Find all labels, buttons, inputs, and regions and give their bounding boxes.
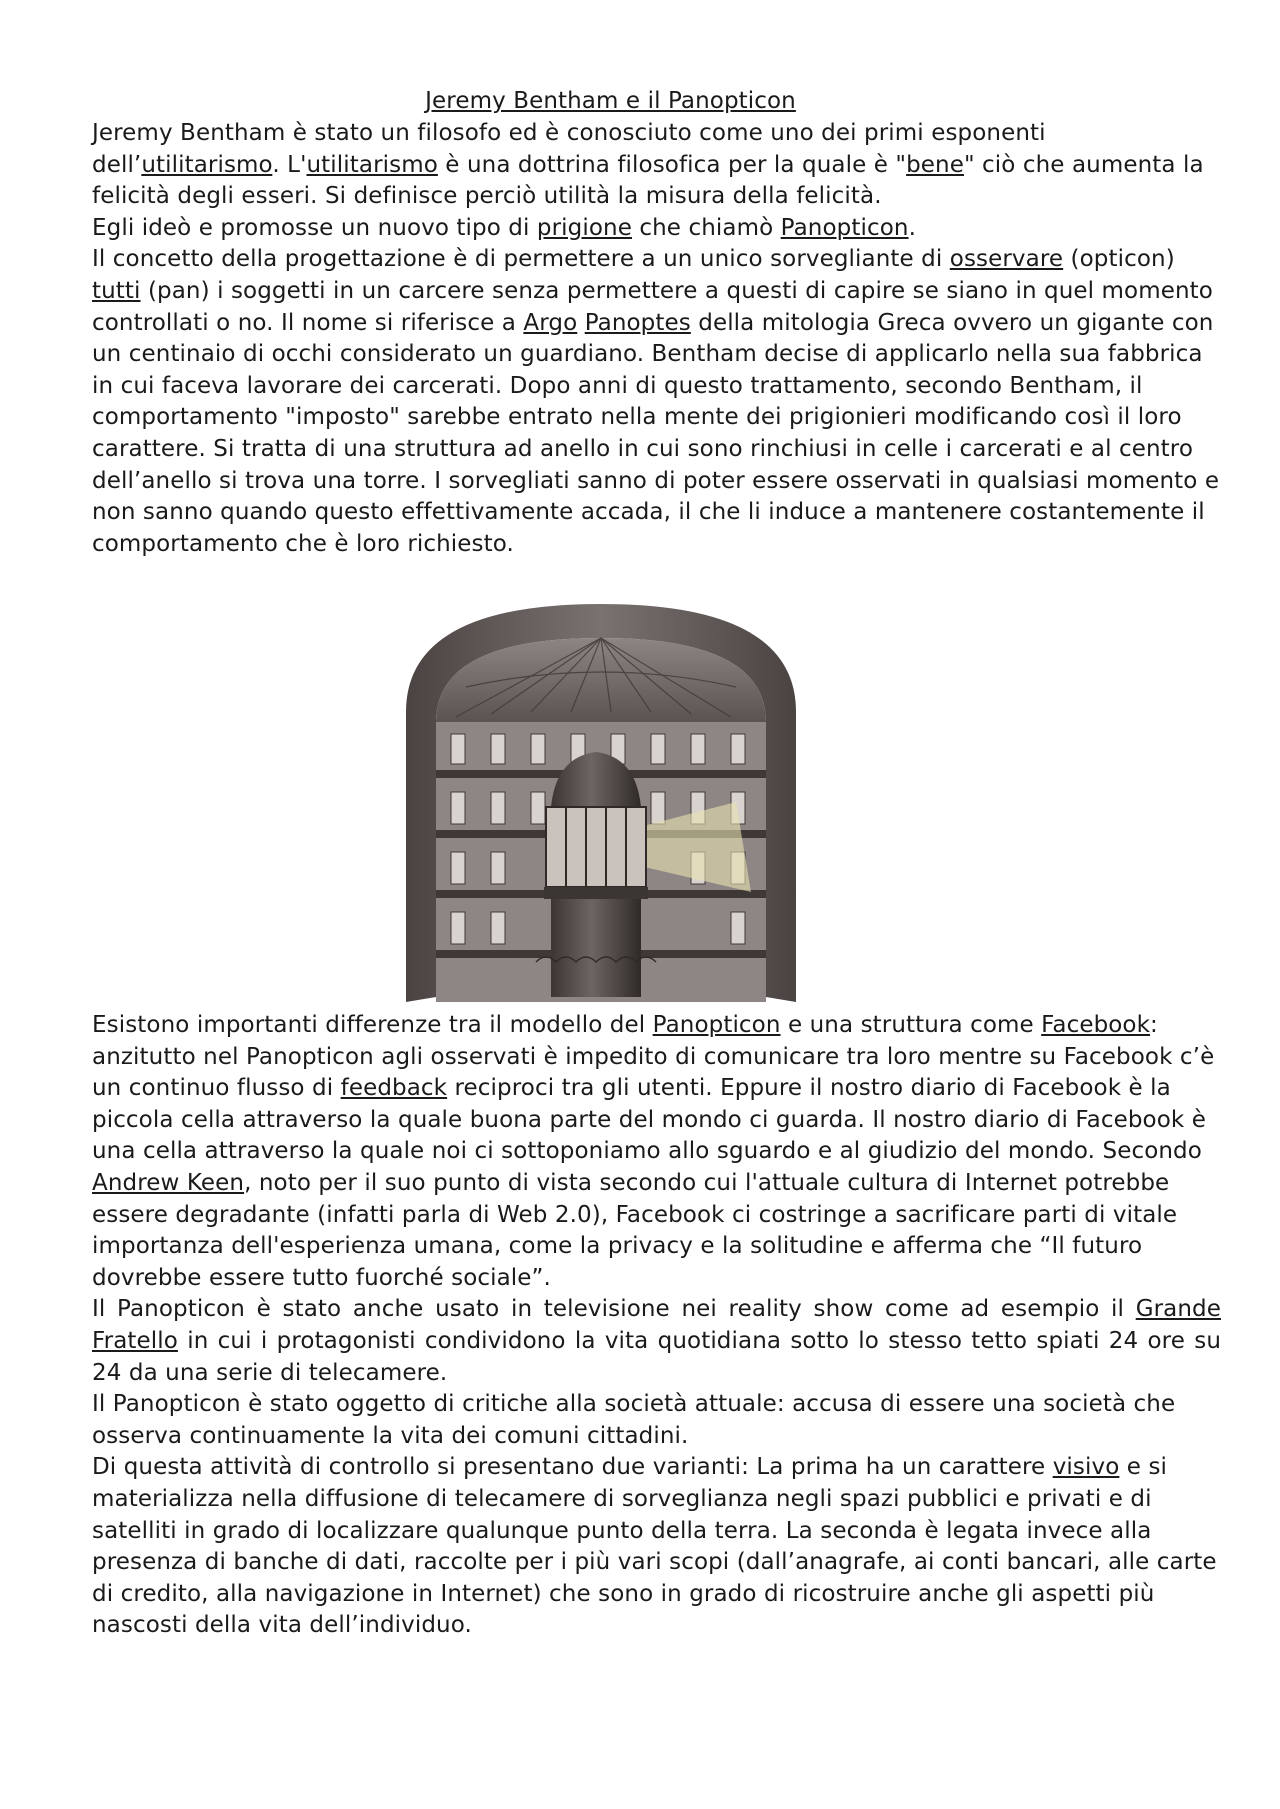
underlined-term: prigione <box>536 214 632 241</box>
underlined-term: Panopticon <box>780 214 909 241</box>
underlined-term: Panoptes <box>584 309 691 336</box>
paragraph-reality-show: Il Panopticon è stato anche usato in televisione nei reality show come ad esempio il Grande Fratello in cui i protagonisti condividono la vita quotidiana sotto lo stesso tetto spiati 24 ore su 24 da una serie di telecamere. <box>92 1296 1221 1386</box>
text-section-intro <box>92 118 1221 560</box>
paragraph-concept: Il concetto della progettazione è di permettere a un unico sorvegliante di osservare (opticon) tutti (pan) i soggetti in un carcere senza permettere a questi di capire se siano in quel momento controllati o no. Il nome si riferisce a Argo Panoptes della mitologia Greca ovvero un gigante con un centinaio di occhi considerato un guardiano. Bentham decise di applicarlo nella sua fabbrica in cui faceva lavorare dei carcerati. Dopo anni di questo trattamento, secondo Bentham, il comportamento "imposto" sarebbe entrato nella mente dei prigionieri modificando così il loro carattere. Si tratta di una struttura ad anello in cui sono rinchiusi in celle i carcerati e al centro dell’anello si trova una torre. I sorvegliati sanno di poter essere osservati in qualsiasi momento e non sanno quando questo effettivamente accada, il che li induce a mantenere costantemente il comportamento che è loro richiesto. <box>92 246 1220 557</box>
underlined-term: bene <box>906 151 964 178</box>
panopticon-illustration <box>396 602 806 1004</box>
paragraph-bentham-intro: Jeremy Bentham è stato un filosofo ed è conosciuto come uno dei primi esponenti dell’utilitarismo. L'utilitarismo è una dottrina filosofica per la quale è "bene" ciò che aumenta la felicità degli esseri. Si definisce perciò utilità la misura della felicità. <box>92 120 1204 210</box>
underlined-term: Facebook <box>1041 1012 1151 1038</box>
paragraph-critique: Il Panopticon è stato oggetto di critiche alla società attuale: accusa di essere una società che osserva continuamente la vita dei comuni cittadini. <box>92 1391 1176 1449</box>
underlined-term: osservare <box>949 246 1064 273</box>
document-title: Jeremy Bentham e il Panopticon <box>425 88 796 114</box>
underlined-term: Andrew Keen <box>92 1169 245 1196</box>
underlined-term: utilitarismo <box>306 151 438 178</box>
paragraph-prison: Egli ideò e promosse un nuovo tipo di prigione che chiamò Panopticon. <box>92 214 916 241</box>
underlined-term: visivo <box>1052 1454 1120 1481</box>
underlined-term: feedback <box>340 1075 448 1102</box>
underlined-term: Panopticon <box>652 1012 781 1038</box>
paragraph-variants: Di questa attività di controllo si presentano due varianti: La prima ha un carattere visivo e si materializza nella diffusione di telecamere di sorveglianza negli spazi pubblici e privati e di satelliti in grado di localizzare qualunque punto della terra. La seconda è legata invece alla presenza di banche di dati, raccolte per i più vari scopi (dall’anagrafe, ai conti bancari, alle carte di credito, alla navigazione in Internet) che sono in grado di ricostruire anche gli aspetti più nascosti della vita dell’individuo. <box>92 1454 1217 1639</box>
paragraph-facebook: Esistono importanti differenze tra il modello del Panopticon e una struttura come Facebook: anzitutto nel Panopticon agli osservati è impedito di comunicare tra loro mentre su Facebook c’è un continuo flusso di feedback reciproci tra gli utenti. Eppure il nostro diario di Facebook è la piccola cella attraverso la quale buona parte del mondo ci guarda. Il nostro diario di Facebook è una cella attraverso la quale noi ci sottoponiamo allo sguardo e al giudizio del mondo. Secondo Andrew Keen, noto per il suo punto di vista secondo cui l'attuale cultura di Internet potrebbe essere degradante (infatti parla di Web 2.0), Facebook ci costringe a sacrificare parti di vitale importanza dell'esperienza umana, come la privacy e la solitudine e afferma che “Il futuro dovrebbe essere tutto fuorché sociale”. <box>92 1012 1215 1291</box>
text-section-facebook <box>92 1010 1221 1642</box>
underlined-term: Grande Fratello <box>92 1296 1221 1354</box>
underlined-term: utilitarismo <box>141 151 273 178</box>
underlined-term: Argo <box>523 309 578 336</box>
underlined-term: tutti <box>92 277 141 304</box>
